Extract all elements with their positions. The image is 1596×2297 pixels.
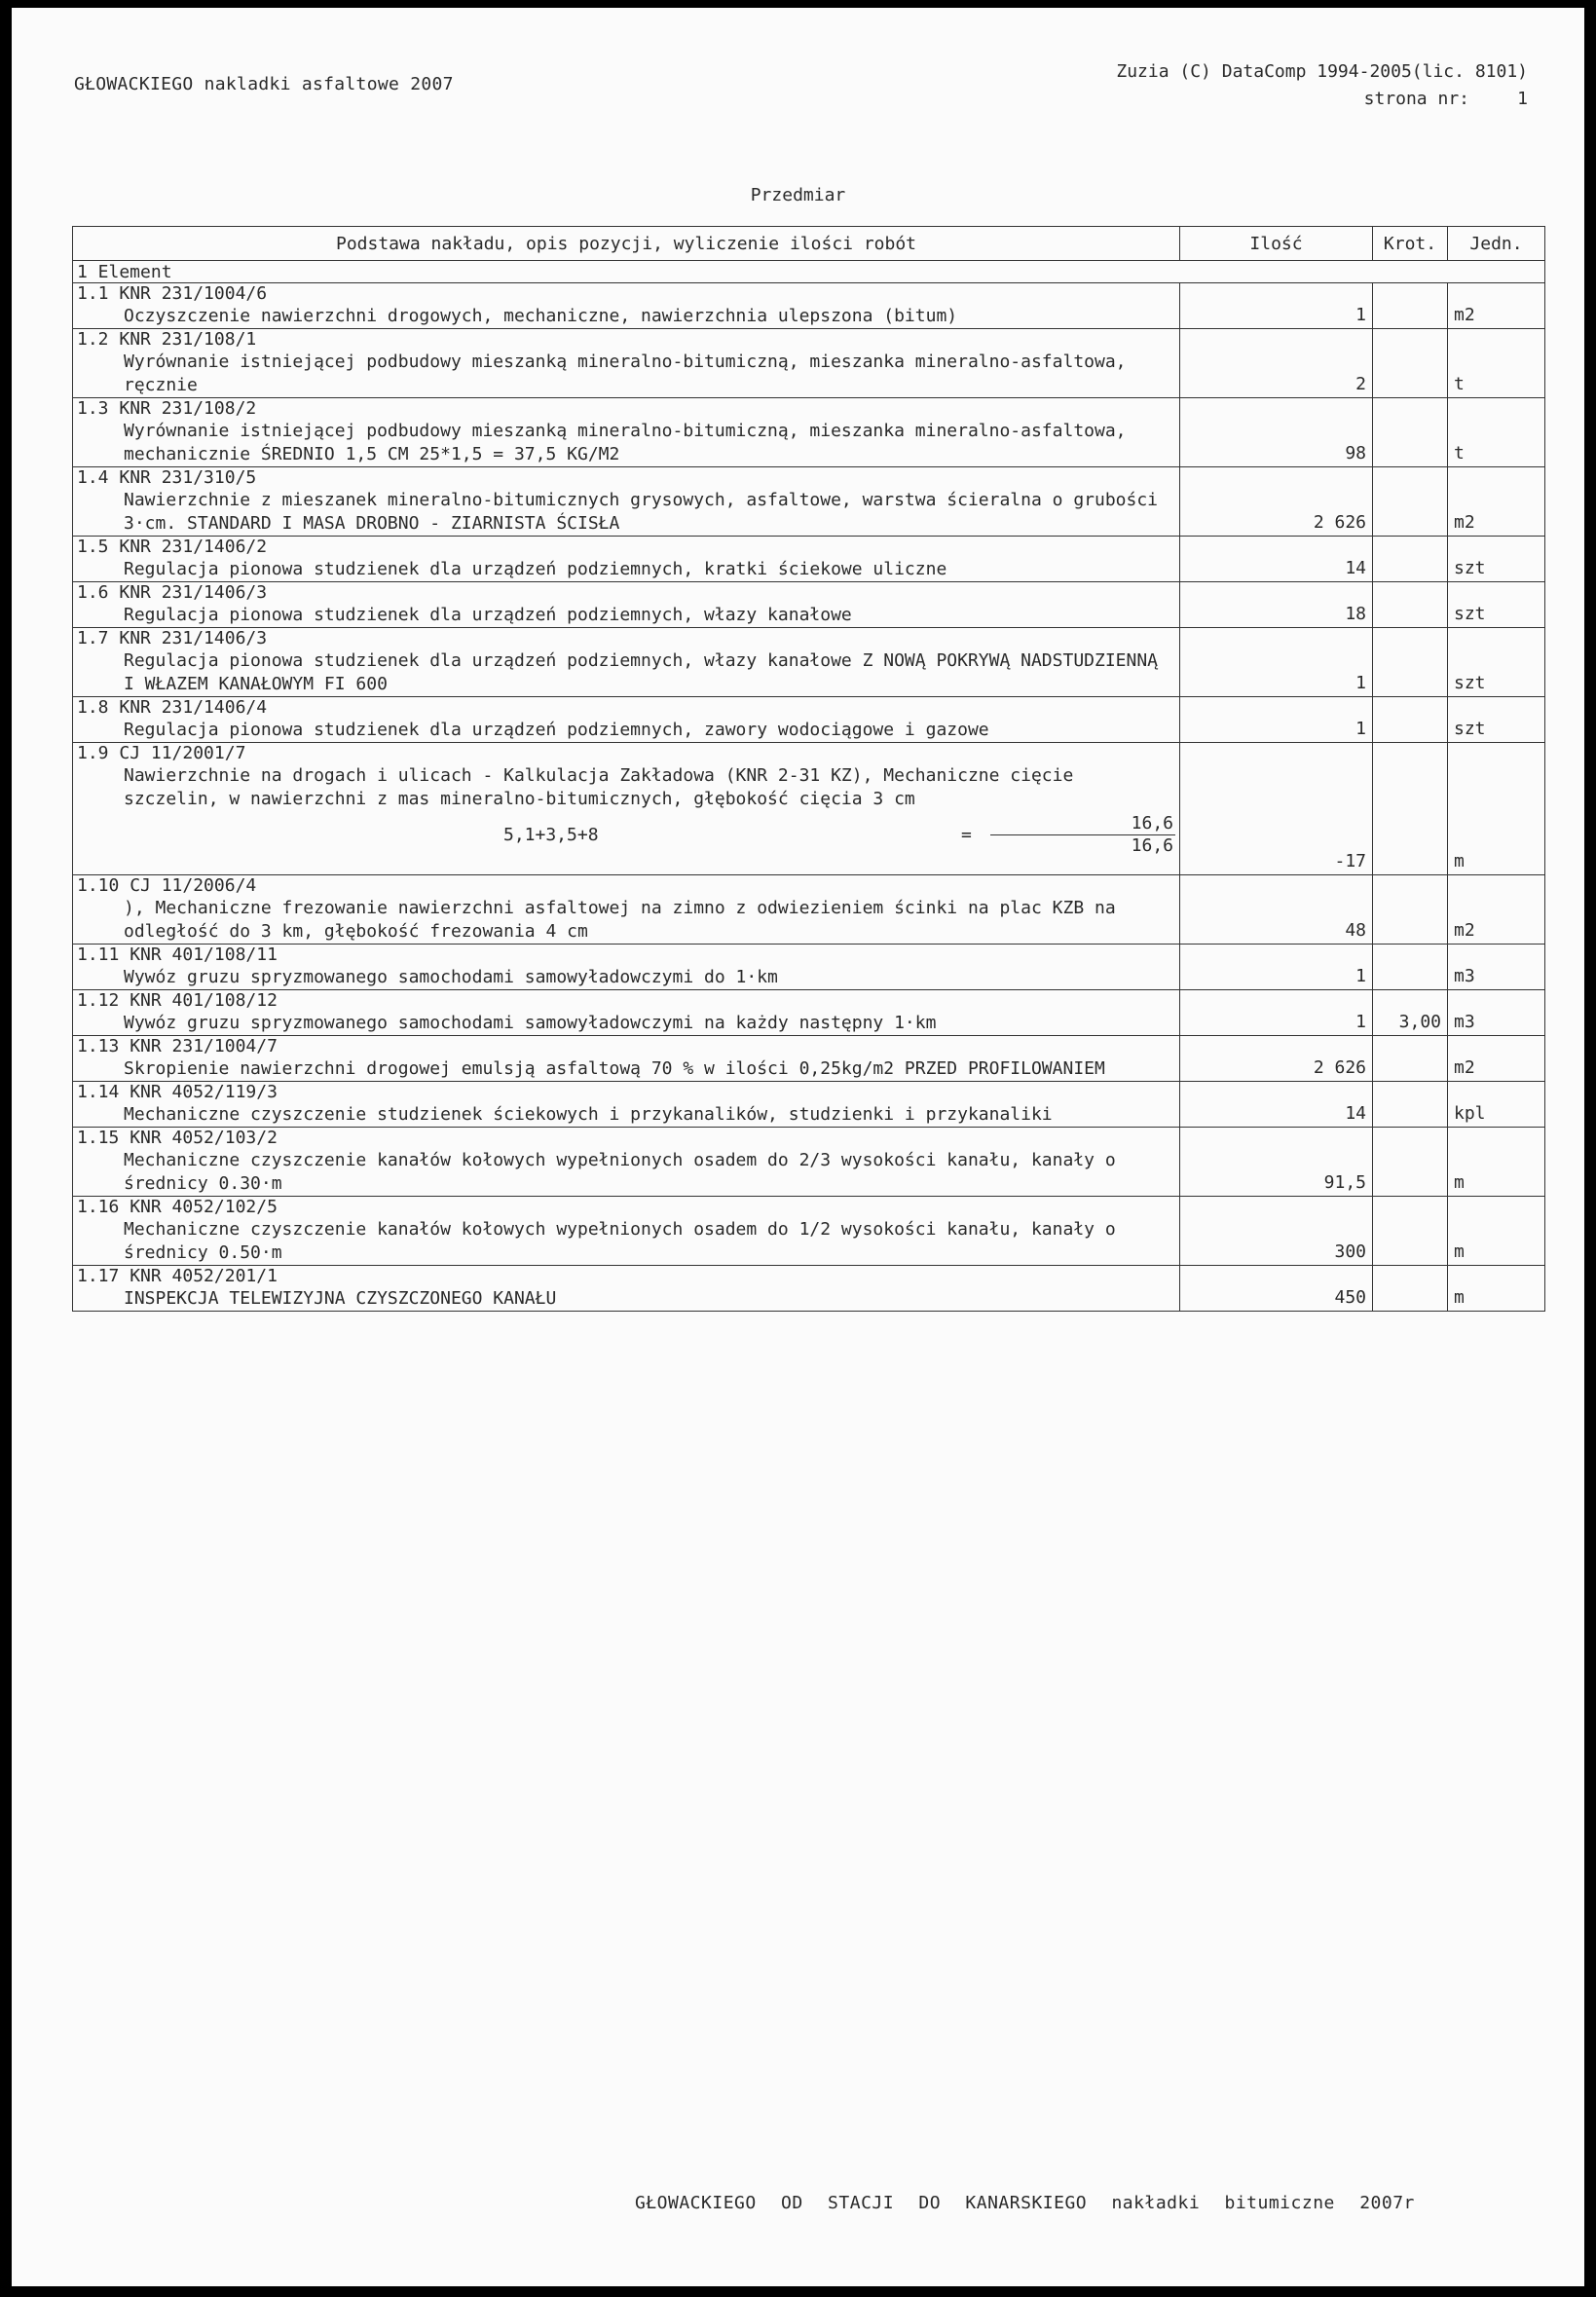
- unit-cell: szt: [1448, 628, 1545, 697]
- table-row: [73, 283, 1545, 329]
- header-info: [1116, 58, 1528, 113]
- position-code: KNR 401/108/12: [130, 990, 278, 1011]
- table-row: [73, 875, 1545, 945]
- unit-cell: szt: [1448, 582, 1545, 628]
- multiplier-cell: [1373, 1036, 1448, 1082]
- quantity-cell: 450: [1180, 1266, 1373, 1312]
- table-row: [73, 467, 1545, 537]
- position-description: Nawierzchnie z mieszanek mineralno-bitumicznych grysowych, asfaltowe, warstwa ścieralna o grubości 3·cm. STANDARD I MASA DROBNO - ZIARNISTA ŚCISŁA: [124, 490, 1159, 534]
- quantity-cell: 98: [1180, 398, 1373, 467]
- position-number: 1.16: [77, 1197, 120, 1217]
- position-code-line: [77, 875, 1175, 897]
- position-number: 1.3: [77, 398, 109, 419]
- position-number: 1.1: [77, 283, 109, 304]
- position-description-cell: [73, 628, 1180, 697]
- unit-cell: m2: [1448, 467, 1545, 537]
- position-code-line: [77, 1082, 1175, 1103]
- table-row: [73, 990, 1545, 1036]
- quantity-cell: 2 626: [1180, 467, 1373, 537]
- table-row: [73, 537, 1545, 582]
- footer-text: GŁOWACKIEGO OD STACJI DO KANARSKIEGO nakładki bitumiczne 2007r: [635, 2193, 1415, 2213]
- position-number: 1.13: [77, 1036, 120, 1056]
- unit-cell: m3: [1448, 990, 1545, 1036]
- position-description-cell: [73, 743, 1180, 875]
- col-header-multiplier: Krot.: [1373, 227, 1448, 261]
- calculation-equals: =: [961, 824, 972, 845]
- position-description: Regulacja pionowa studzienek dla urządzeń podziemnych, włazy kanałowe: [124, 605, 852, 625]
- position-code-line: [77, 945, 1175, 966]
- calculation-row: [77, 813, 1175, 857]
- unit-cell: m3: [1448, 945, 1545, 990]
- page-number: 1: [1517, 89, 1528, 109]
- table-row: [73, 1266, 1545, 1312]
- unit-cell: m2: [1448, 875, 1545, 945]
- document-page: [12, 8, 1584, 2286]
- position-description-cell: [73, 582, 1180, 628]
- calculation-spacer: [77, 857, 1175, 874]
- unit-cell: m2: [1448, 283, 1545, 329]
- position-description-cell: [73, 1128, 1180, 1197]
- position-description-cell: [73, 398, 1180, 467]
- position-code: KNR 231/1004/6: [119, 283, 268, 304]
- position-description-cell: [73, 1266, 1180, 1312]
- position-code: KNR 231/1406/3: [119, 582, 268, 603]
- quantity-cell: 14: [1180, 537, 1373, 582]
- position-code-line: [77, 329, 1175, 351]
- section-label: 1 Element: [73, 261, 1545, 283]
- quantity-cell: 1: [1180, 628, 1373, 697]
- position-code: KNR 4052/119/3: [130, 1082, 278, 1102]
- table-header-row: [73, 227, 1545, 261]
- section-row: [73, 261, 1545, 283]
- position-code: KNR 231/1004/7: [130, 1036, 278, 1056]
- position-code: KNR 231/310/5: [119, 467, 257, 488]
- position-description: Wywóz gruzu spryzmowanego samochodami samowyładowczymi na każdy następny 1·km: [124, 1013, 937, 1033]
- position-description-cell: [73, 1197, 1180, 1266]
- table-row: [73, 1197, 1545, 1266]
- position-number: 1.8: [77, 697, 109, 718]
- quantity-cell: 1: [1180, 697, 1373, 743]
- position-code: KNR 401/108/11: [130, 945, 278, 965]
- quantity-cell: 1: [1180, 283, 1373, 329]
- position-code: KNR 231/1406/2: [119, 537, 268, 557]
- position-number: 1.2: [77, 329, 109, 350]
- multiplier-cell: [1373, 537, 1448, 582]
- position-description: Wywóz gruzu spryzmowanego samochodami samowyładowczymi do 1·km: [124, 967, 778, 987]
- multiplier-cell: [1373, 398, 1448, 467]
- table-row: [73, 329, 1545, 398]
- multiplier-cell: [1373, 329, 1448, 398]
- position-code-line: [77, 1128, 1175, 1149]
- position-number: 1.14: [77, 1082, 120, 1102]
- position-code-line: [77, 628, 1175, 649]
- position-code-line: [77, 697, 1175, 719]
- col-header-unit: Jedn.: [1448, 227, 1545, 261]
- position-code: CJ 11/2006/4: [130, 875, 257, 896]
- position-description-cell: [73, 537, 1180, 582]
- calculation-expression: 5,1+3,5+8: [503, 824, 599, 845]
- position-description-cell: [73, 697, 1180, 743]
- position-description-cell: [73, 1036, 1180, 1082]
- table-row: [73, 697, 1545, 743]
- position-code-line: [77, 467, 1175, 489]
- multiplier-cell: 3,00: [1373, 990, 1448, 1036]
- unit-cell: m: [1448, 1128, 1545, 1197]
- multiplier-cell: [1373, 875, 1448, 945]
- unit-cell: kpl: [1448, 1082, 1545, 1128]
- position-description-cell: [73, 1082, 1180, 1128]
- position-code: KNR 4052/103/2: [130, 1128, 278, 1148]
- table-row: [73, 945, 1545, 990]
- quantity-cell: 1: [1180, 945, 1373, 990]
- unit-cell: t: [1448, 329, 1545, 398]
- position-description-cell: [73, 329, 1180, 398]
- position-description: Regulacja pionowa studzienek dla urządzeń podziemnych, kratki ściekowe uliczne: [124, 559, 947, 579]
- unit-cell: m: [1448, 1266, 1545, 1312]
- position-code: KNR 231/1406/3: [119, 628, 268, 648]
- position-code-line: [77, 990, 1175, 1012]
- position-description: Mechaniczne czyszczenie studzienek ściekowych i przykanalików, studzienki i przykanaliki: [124, 1104, 1053, 1125]
- table-row: [73, 1128, 1545, 1197]
- unit-cell: m: [1448, 743, 1545, 875]
- quantity-cell: 18: [1180, 582, 1373, 628]
- position-description: Nawierzchnie na drogach i ulicach - Kalkulacja Zakładowa (KNR 2-31 KZ), Mechaniczne cięcie szczelin, w nawierzchni z mas mineralno-bitumicznych, głębokość cięcia 3 cm: [124, 765, 1074, 809]
- col-header-description: Podstawa nakładu, opis pozycji, wyliczenie ilości robót: [73, 227, 1180, 261]
- position-code: KNR 4052/201/1: [130, 1266, 278, 1286]
- position-number: 1.17: [77, 1266, 120, 1286]
- position-number: 1.5: [77, 537, 109, 557]
- multiplier-cell: [1373, 1082, 1448, 1128]
- table-row: [73, 743, 1545, 875]
- quantity-cell: 48: [1180, 875, 1373, 945]
- position-number: 1.7: [77, 628, 109, 648]
- table-row: [73, 1036, 1545, 1082]
- position-code-line: [77, 1036, 1175, 1057]
- multiplier-cell: [1373, 1197, 1448, 1266]
- position-description: Wyrównanie istniejącej podbudowy mieszanką mineralno-bitumiczną, mieszanka mineralno-asfaltowa, ręcznie: [124, 352, 1127, 395]
- position-description: Skropienie nawierzchni drogowej emulsją asfaltową 70 % w ilości 0,25kg/m2 PRZED PROFILOWANIEM: [124, 1058, 1105, 1079]
- position-code-line: [77, 582, 1175, 604]
- position-code-line: [77, 1266, 1175, 1287]
- multiplier-cell: [1373, 283, 1448, 329]
- multiplier-cell: [1373, 582, 1448, 628]
- position-code: KNR 4052/102/5: [130, 1197, 278, 1217]
- quantity-cell: 1: [1180, 990, 1373, 1036]
- unit-cell: m: [1448, 1197, 1545, 1266]
- position-description: INSPEKCJA TELEWIZYJNA CZYSZCZONEGO KANAŁU: [124, 1288, 557, 1309]
- unit-cell: szt: [1448, 537, 1545, 582]
- position-code-line: [77, 1197, 1175, 1218]
- position-number: 1.9: [77, 743, 109, 763]
- position-number: 1.4: [77, 467, 109, 488]
- position-code: KNR 231/108/1: [119, 329, 257, 350]
- table-row: [73, 628, 1545, 697]
- calculation-values: [990, 813, 1175, 857]
- quantity-cell: 14: [1180, 1082, 1373, 1128]
- position-description: Mechaniczne czyszczenie kanałów kołowych wypełnionych osadem do 2/3 wysokości kanału, kanały o średnicy 0.30·m: [124, 1150, 1116, 1194]
- position-code: KNR 231/1406/4: [119, 697, 268, 718]
- position-description: Wyrównanie istniejącej podbudowy mieszanką mineralno-bitumiczną, mieszanka mineralno-asfaltowa, mechanicznie ŚREDNIO 1,5 CM 25*1,5 = 37,5 KG/M2: [124, 421, 1127, 464]
- multiplier-cell: [1373, 467, 1448, 537]
- position-code-line: [77, 283, 1175, 305]
- bill-of-quantities-table: [72, 226, 1545, 1312]
- document-title: Przedmiar: [750, 185, 846, 205]
- multiplier-cell: [1373, 697, 1448, 743]
- multiplier-cell: [1373, 1128, 1448, 1197]
- header-page-row: [1116, 86, 1528, 113]
- position-description-cell: [73, 875, 1180, 945]
- quantity-cell: 300: [1180, 1197, 1373, 1266]
- position-description: Oczyszczenie nawierzchni drogowych, mechaniczne, nawierzchnia ulepszona (bitum): [124, 306, 958, 326]
- position-description-cell: [73, 283, 1180, 329]
- page-label: strona nr:: [1363, 89, 1469, 109]
- position-code: CJ 11/2001/7: [119, 743, 246, 763]
- position-number: 1.11: [77, 945, 120, 965]
- calculation-total: 16,6: [1131, 835, 1173, 856]
- quantity-cell: 2: [1180, 329, 1373, 398]
- unit-cell: szt: [1448, 697, 1545, 743]
- position-code-line: [77, 398, 1175, 420]
- position-number: 1.6: [77, 582, 109, 603]
- multiplier-cell: [1373, 628, 1448, 697]
- position-code-line: [77, 743, 1175, 764]
- position-number: 1.12: [77, 990, 120, 1011]
- unit-cell: m2: [1448, 1036, 1545, 1082]
- position-description: Regulacja pionowa studzienek dla urządzeń podziemnych, zawory wodociągowe i gazowe: [124, 720, 989, 740]
- position-description-cell: [73, 945, 1180, 990]
- col-header-quantity: Ilość: [1180, 227, 1373, 261]
- position-description: Mechaniczne czyszczenie kanałów kołowych wypełnionych osadem do 1/2 wysokości kanału, kanały o średnicy 0.50·m: [124, 1219, 1116, 1263]
- position-description-cell: [73, 467, 1180, 537]
- multiplier-cell: [1373, 743, 1448, 875]
- position-number: 1.15: [77, 1128, 120, 1148]
- table-row: [73, 582, 1545, 628]
- header-project-title: GŁOWACKIEGO nakladki asfaltowe 2007: [74, 74, 454, 94]
- position-description: ), Mechaniczne frezowanie nawierzchni asfaltowej na zimno z odwiezieniem ścinki na plac KZB na odległość do 3 km, głębokość frezowania 4 cm: [124, 898, 1116, 942]
- table-row: [73, 1082, 1545, 1128]
- quantity-cell: 91,5: [1180, 1128, 1373, 1197]
- header-software: Zuzia (C) DataComp 1994-2005(lic. 8101): [1116, 61, 1528, 82]
- quantity-cell: 2 626: [1180, 1036, 1373, 1082]
- quantity-cell: -17: [1180, 743, 1373, 875]
- position-number: 1.10: [77, 875, 120, 896]
- position-code: KNR 231/108/2: [119, 398, 257, 419]
- position-description-cell: [73, 990, 1180, 1036]
- position-code-line: [77, 537, 1175, 558]
- multiplier-cell: [1373, 1266, 1448, 1312]
- calculation-subtotal: 16,6: [990, 813, 1175, 835]
- table-row: [73, 398, 1545, 467]
- unit-cell: t: [1448, 398, 1545, 467]
- multiplier-cell: [1373, 945, 1448, 990]
- position-description: Regulacja pionowa studzienek dla urządzeń podziemnych, włazy kanałowe Z NOWĄ POKRYWĄ NADSTUDZIENNĄ I WŁAZEM KANAŁOWYM FI 600: [124, 650, 1159, 694]
